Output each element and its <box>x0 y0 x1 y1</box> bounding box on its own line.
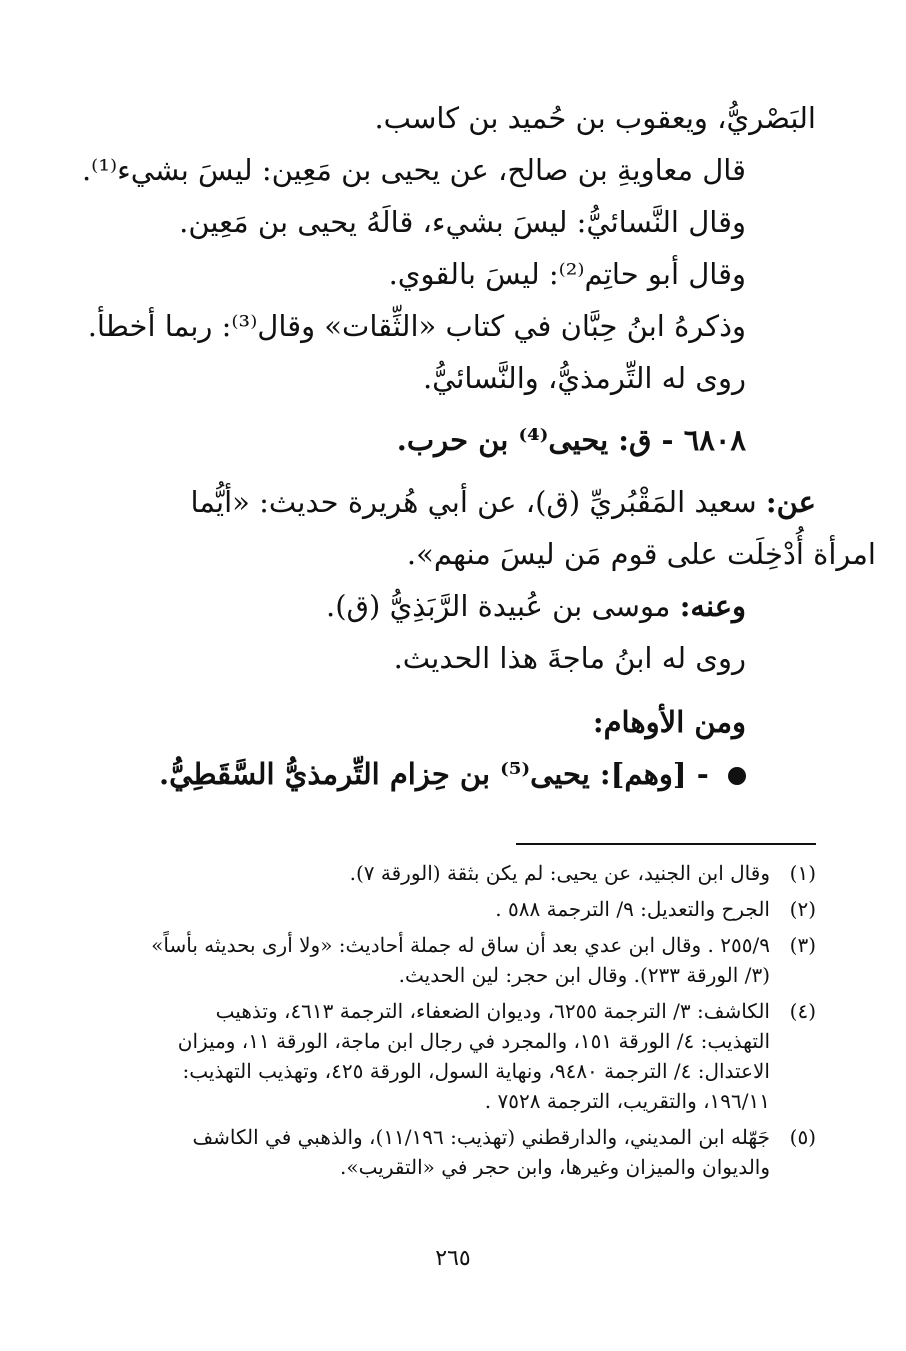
entry-heading: ٦٨٠٨ - ق: يحيى⁽⁴⁾ بن حرب. <box>396 423 746 457</box>
text-line: البَصْريُّ، ويعقوب بن حُميد بن كاسب. <box>374 101 816 135</box>
footnote <box>90 1122 816 1182</box>
footnotes <box>90 858 816 1188</box>
main-text <box>81 92 876 800</box>
text-line: وذكرهُ ابنُ حِبَّان في كتاب «الثِّقات» وقال⁽³⁾: ربما أخطأ. <box>87 309 746 343</box>
footnote <box>90 930 816 990</box>
text-line: روى له التِّرمذيُّ، والنَّسائيُّ. <box>422 361 746 395</box>
awham-item-text: - [وهم]: يحيى⁽⁵⁾ بن حِزام التِّرمذيُّ السَّقَطِيُّ. <box>159 757 709 791</box>
text-line: وقال النَّسائيُّ: ليسَ بشيء، قالَهُ يحيى بن مَعِين. <box>179 205 746 239</box>
awham-heading: ومن الأوهام: <box>592 705 746 739</box>
anhu-line <box>90 580 816 632</box>
footnote-line: ١٩٦/١١، والتقريب، الترجمة ٧٥٢٨ . <box>484 1089 770 1113</box>
anhu-label: وعنه: <box>679 589 746 623</box>
footnote-number: (٤) <box>789 999 816 1023</box>
footnote-line: ٢٥٥/٩ . وقال ابن عدي بعد أن ساق له جملة أحاديث: «ولا أرى بحديثه بأساً» <box>151 933 770 957</box>
footnote-line: جَهّله ابن المديني، والدارقطني (تهذيب: ١١/١٩٦)، والذهبي في الكاشف <box>192 1125 770 1149</box>
bullet-icon <box>728 767 746 785</box>
an-line-continued: امرأة أُدْخِلَت على قوم مَن ليسَ منهم». <box>406 537 876 571</box>
an-text: سعيد المَقْبُريِّ (ق)، عن أبي هُريرة حديث: «أيُّما <box>190 485 757 519</box>
footnote-divider <box>516 843 816 845</box>
footnote-number: (١) <box>789 861 816 885</box>
anhu-text: موسى بن عُبيدة الرَّبَذِيُّ (ق). <box>326 589 671 623</box>
an-line <box>90 476 816 528</box>
footnote-line: الاعتدال: ٤/ الترجمة ٩٤٨٠، ونهاية السول، الورقة ٤٢٥، وتهذيب التهذيب: <box>182 1059 770 1083</box>
riwaya-line: روى له ابنُ ماجةَ هذا الحديث. <box>393 641 746 675</box>
footnote-line: والديوان والميزان وغيرها، وابن حجر في «التقريب». <box>340 1155 770 1179</box>
footnote-number: (٣) <box>789 933 816 957</box>
footnote <box>90 894 816 924</box>
text-line: وقال أبو حاتِم⁽²⁾: ليسَ بالقوي. <box>388 257 746 291</box>
footnote-number: (٢) <box>789 897 816 921</box>
an-label: عن: <box>765 485 816 519</box>
page-number: ٢٦٥ <box>435 1246 471 1271</box>
footnote-line: وقال ابن الجنيد، عن يحيى: لم يكن بثقة (الورقة ٧). <box>349 861 770 885</box>
footnote-line: (٣/ الورقة ٢٣٣). وقال ابن حجر: لين الحديث. <box>398 963 770 987</box>
footnote-line: الجرح والتعديل: ٩/ الترجمة ٥٨٨ . <box>495 897 770 921</box>
footnote-line: الكاشف: ٣/ الترجمة ٦٢٥٥، وديوان الضعفاء، الترجمة ٤٦١٣، وتذهيب <box>215 999 770 1023</box>
footnote-number: (٥) <box>789 1125 816 1149</box>
awham-item <box>90 748 816 800</box>
text-line: قال معاويةِ بن صالح، عن يحيى بن مَعِين: ليسَ بشيء⁽¹⁾. <box>81 153 746 187</box>
footnote <box>90 996 816 1116</box>
footnote <box>90 858 816 888</box>
footnote-line: التهذيب: ٤/ الورقة ١٥١، والمجرد في رجال ابن ماجة، الورقة ١١، وميزان <box>177 1029 770 1053</box>
